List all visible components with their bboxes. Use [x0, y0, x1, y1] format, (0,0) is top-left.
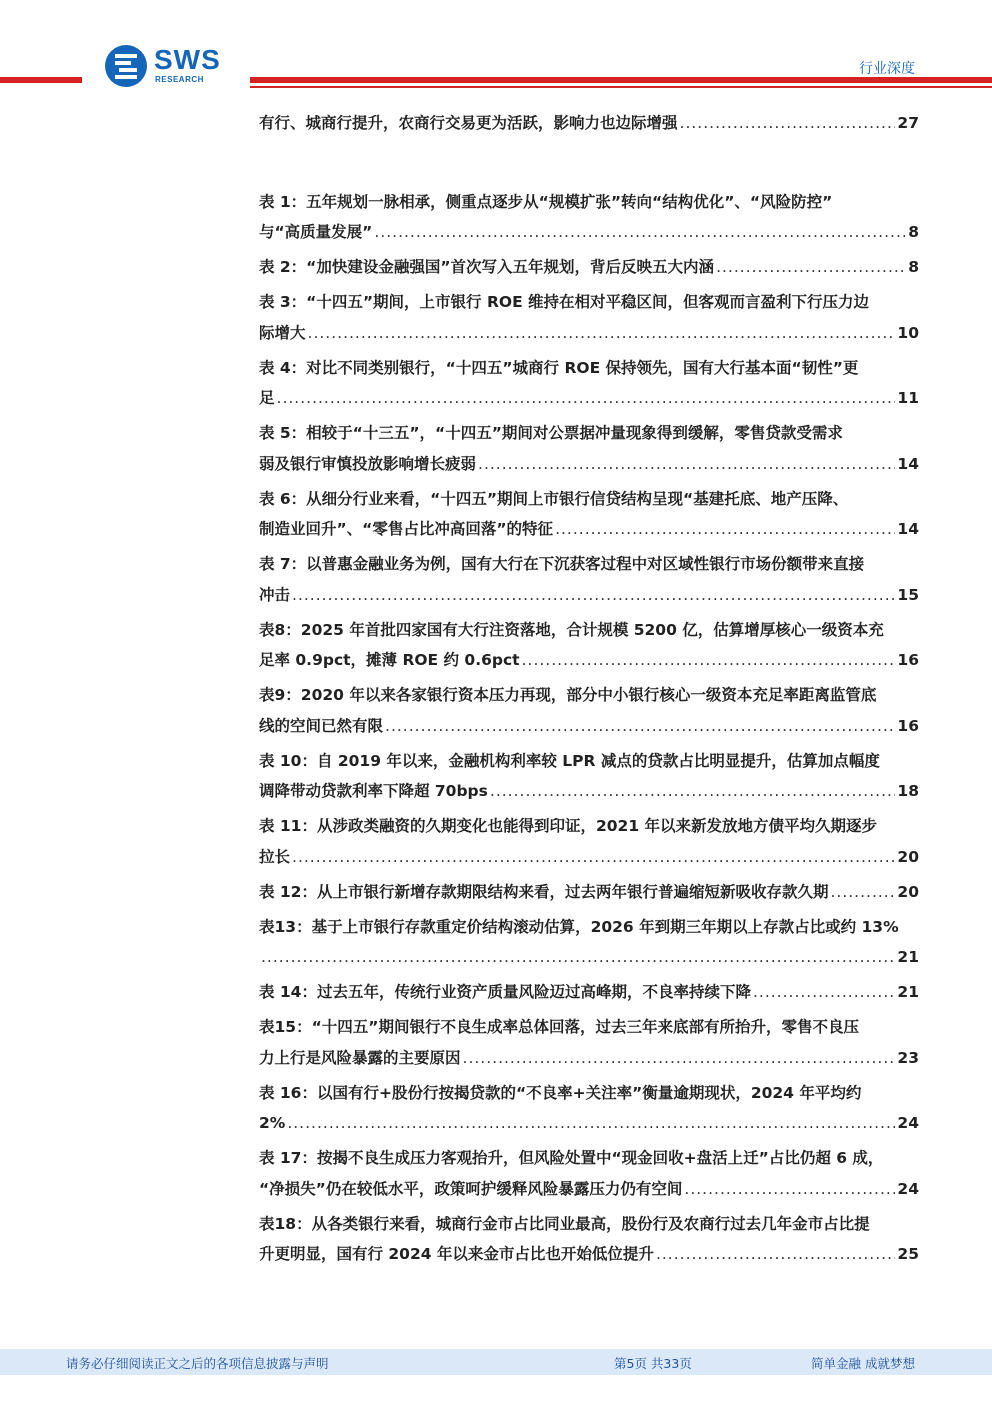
toc-entry-line [259, 1143, 919, 1174]
toc-entry[interactable] [259, 1078, 919, 1139]
toc-entry[interactable] [259, 1143, 919, 1204]
toc-entry-line [259, 1209, 919, 1240]
toc-entry-line [259, 287, 919, 318]
toc-entry-text: 2% [259, 1114, 286, 1132]
toc-entry[interactable] [259, 353, 919, 414]
toc-entry-line [259, 252, 919, 283]
toc-entry-line [259, 1078, 919, 1109]
toc-entry-text: 有行、城商行提升，农商行交易更为活跃，影响力也边际增强 [259, 114, 678, 132]
toc-entry[interactable] [259, 187, 919, 248]
toc-entry[interactable] [259, 1209, 919, 1270]
logo-subtext: RESEARCH [155, 75, 204, 84]
toc-page-number: 20 [897, 847, 919, 866]
toc-entry-text: 表 11：从涉政类融资的久期变化也能得到印证，2021 年以来新发放地方债平均久期逐步 [259, 817, 878, 835]
toc-entry[interactable] [259, 877, 919, 908]
toc-page-number: 15 [897, 585, 919, 604]
toc-page-number: 20 [897, 882, 919, 901]
toc-page-number: 16 [897, 716, 919, 735]
toc-page-number: 23 [897, 1048, 919, 1067]
toc-entry-line [259, 680, 919, 711]
toc-leader-dots [716, 252, 906, 283]
toc-entry-text: 表 7：以普惠金融业务为例，国有大行在下沉获客过程中对区域性银行市场份额带来直接 [259, 555, 865, 573]
toc-entry-text: 力上行是风险暴露的主要原因 [259, 1048, 461, 1067]
toc-leader-dots [292, 580, 895, 611]
toc-entry[interactable] [259, 615, 919, 676]
header-rule-left [0, 77, 82, 83]
toc-page-number: 24 [897, 1179, 919, 1198]
toc-entry-text: 冲击 [259, 585, 291, 604]
toc-leader-dots [555, 514, 895, 545]
toc-page-number: 16 [897, 651, 919, 669]
toc-entry-line [259, 977, 919, 1008]
toc-leader-dots [374, 217, 906, 248]
toc-entry-line [259, 449, 919, 480]
toc-entry-line [259, 318, 919, 349]
toc-entry-text: 足 [259, 389, 275, 407]
toc-entry[interactable] [259, 746, 919, 807]
toc-entry-text: 表 17：按揭不良生成压力客观抬升，但风险处置中“现金回收+盘活上迁”占比仍超 6 成， [259, 1149, 884, 1167]
toc-entry[interactable] [259, 680, 919, 741]
toc-entry-text: 表 2：“加快建设金融强国”首次写入五年规划，背后反映五大内涵 [259, 258, 715, 276]
toc-leader-dots [830, 877, 895, 908]
toc-entry-line [259, 877, 919, 908]
toc-entry-line [259, 514, 919, 545]
toc-entry-text: 表 10：自 2019 年以来，金融机构利率较 LPR 减点的贷款占比明显提升，估算加点幅度 [259, 751, 880, 770]
toc-entry-text: 拉长 [259, 847, 291, 866]
toc-entry-line [259, 811, 919, 842]
toc-entry-line [259, 746, 919, 777]
toc-entry-text: 际增大 [259, 323, 306, 342]
toc-page-number: 8 [908, 258, 919, 276]
toc-leader-dots [385, 711, 895, 742]
header-rule-thin [250, 86, 992, 88]
sws-logo [104, 44, 234, 88]
toc-entry-text: 弱及银行审慎投放影响增长疲弱 [259, 454, 477, 473]
toc-entry-line [259, 418, 919, 449]
document-type-label: 行业深度 [859, 61, 915, 77]
toc-entry[interactable] [259, 811, 919, 872]
toc-page-number: 21 [897, 983, 919, 1001]
toc-leader-dots [680, 108, 896, 139]
toc-entry-text: 制造业回升”、“零售占比冲高回落”的特征 [259, 520, 554, 538]
toc-entry-text: 表 12：从上市银行新增存款期限结构来看，过去两年银行普遍缩短新吸收存款久期 [259, 882, 829, 901]
toc-entry-line [259, 353, 919, 384]
toc-entry-text: 表 6：从细分行业来看，“十四五”期间上市银行信贷结构呈现“基建托底、地产压降、 [259, 489, 849, 508]
toc-entry-text: 表9：2020 年以来各家银行资本压力再现，部分中小银行核心一级资本充足率距离监管底 [259, 686, 877, 704]
page-header [0, 0, 992, 105]
toc-page-number: 24 [897, 1114, 919, 1132]
toc-entry-text: 表13：基于上市银行存款重定价结构滚动估算，2026 年到期三年期以上存款占比或约 13% [259, 917, 899, 936]
toc-leader-dots [292, 842, 895, 873]
toc-entry-text: 表15：“十四五”期间银行不良生成率总体回落，过去三年来底部有所抬升，零售不良压 [259, 1018, 859, 1036]
sws-logo-icon [104, 44, 150, 88]
toc-entry[interactable] [259, 484, 919, 545]
footer-disclaimer: 请务必仔细阅读正文之后的各项信息披露与声明 [66, 1356, 329, 1371]
toc-entry-line [259, 912, 919, 943]
toc-leader-dots [753, 977, 895, 1008]
toc-entry-line [259, 711, 919, 742]
toc-entry[interactable] [259, 912, 919, 973]
toc-entry-line [259, 484, 919, 515]
toc-page-number: 21 [897, 948, 919, 966]
toc-entry-line [259, 187, 919, 218]
toc-entry-text: 足率 0.9pct，摊薄 ROE 约 0.6pct [259, 651, 520, 669]
toc-entry-line [259, 942, 919, 973]
toc-page-number: 27 [897, 114, 919, 132]
toc-entry-text: 升更明显，国有行 2024 年以来金市占比也开始低位提升 [259, 1245, 654, 1263]
logo-text: SWS [154, 44, 221, 75]
toc-entry-text: 与“高质量发展” [259, 223, 373, 241]
toc-leader-dots [261, 942, 895, 973]
toc-leader-dots [522, 645, 896, 676]
toc-entry-text: 表 3：“十四五”期间，上市银行 ROE 维持在相对平稳区间，但客观而言盈利下行压力边 [259, 293, 870, 311]
toc-entry[interactable] [259, 418, 919, 479]
toc-entry-line [259, 1043, 919, 1074]
toc-entry-line [259, 645, 919, 676]
toc-leader-dots [287, 1108, 895, 1139]
toc-entry[interactable] [259, 252, 919, 283]
table-of-figures [259, 108, 919, 1270]
toc-entry-text: 调降带动贷款利率下降超 70bps [259, 782, 488, 800]
toc-entry-line [259, 1239, 919, 1270]
toc-leader-dots [684, 1174, 895, 1205]
toc-entry-line [259, 615, 919, 646]
toc-entry-text: 表 16：以国有行+股份行按揭贷款的“不良率+关注率”衡量逾期现状，2024 年平均约 [259, 1083, 862, 1102]
toc-entry-text: 线的空间已然有限 [259, 716, 384, 735]
toc-entry-line [259, 776, 919, 807]
toc-leader-dots [490, 776, 896, 807]
toc-entry-text: 表18：从各类银行来看，城商行金市占比同业最高，股份行及农商行过去几年金市占比提 [259, 1214, 870, 1233]
toc-page-number: 14 [897, 520, 919, 538]
toc-leader-dots [277, 383, 896, 414]
toc-entry-line [259, 842, 919, 873]
toc-entry[interactable] [259, 549, 919, 610]
toc-entry[interactable] [259, 108, 919, 139]
toc-entry-text: 表 1：五年规划一脉相承，侧重点逐步从“规模扩张”转向“结构优化”、“风险防控” [259, 192, 833, 211]
toc-entry-text: “净损失”仍在较低水平，政策呵护缓释风险暴露压力仍有空间 [259, 1179, 683, 1198]
toc-entry-text: 表 5：相较于“十三五”，“十四五”期间对公票据冲量现象得到缓解，零售贷款受需求 [259, 424, 843, 442]
footer-page-info: 第5页 共33页 [614, 1356, 692, 1371]
toc-page-number: 11 [897, 389, 919, 407]
toc-entry-line [259, 217, 919, 248]
toc-page-number: 14 [897, 454, 919, 473]
toc-page-number: 18 [897, 782, 919, 800]
toc-entry-line [259, 1012, 919, 1043]
toc-leader-dots [656, 1239, 895, 1270]
toc-entry-line [259, 580, 919, 611]
toc-entry-line [259, 1108, 919, 1139]
toc-entry-line [259, 108, 919, 139]
toc-entry-text: 表 4：对比不同类别银行，“十四五”城商行 ROE 保持领先，国有大行基本面“韧性”更 [259, 358, 859, 377]
toc-entry[interactable] [259, 1012, 919, 1073]
toc-section-gap [259, 139, 919, 187]
toc-entry-text: 表 14：过去五年，传统行业资产质量风险迈过高峰期，不良率持续下降 [259, 983, 751, 1001]
toc-page-number: 25 [897, 1245, 919, 1263]
page-footer [0, 1349, 992, 1375]
toc-page-number: 10 [897, 323, 919, 342]
toc-entry[interactable] [259, 287, 919, 348]
toc-leader-dots [478, 449, 895, 480]
toc-leader-dots [463, 1043, 896, 1074]
toc-entry-line [259, 1174, 919, 1205]
toc-leader-dots [308, 318, 896, 349]
toc-entry-line [259, 549, 919, 580]
toc-entry-line [259, 383, 919, 414]
toc-page-number: 8 [908, 223, 919, 241]
toc-entry[interactable] [259, 977, 919, 1008]
footer-slogan: 简单金融 成就梦想 [811, 1356, 915, 1371]
toc-entry-text: 表8：2025 年首批四家国有大行注资落地，合计规模 5200 亿，估算增厚核心一级资本充 [259, 620, 884, 639]
